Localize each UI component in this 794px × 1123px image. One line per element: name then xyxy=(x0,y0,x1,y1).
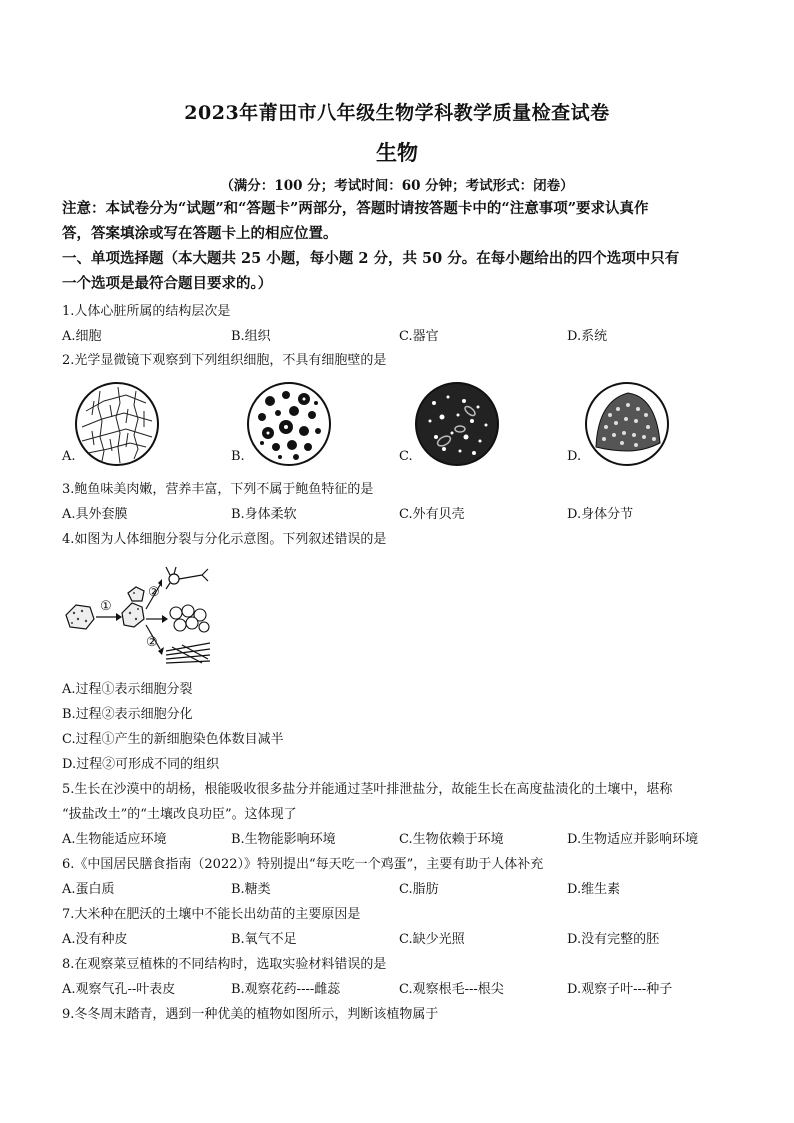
q7-option-c: C.缺少光照 xyxy=(399,932,465,947)
process-2-label-upper: ② xyxy=(148,585,160,600)
q6-option-d: D.维生素 xyxy=(567,882,621,897)
q8-option-b: B.观察花药----雌蕊 xyxy=(231,982,341,997)
question-4-stem: 4.如图为人体细胞分裂与分化示意图。下列叙述错误的是 xyxy=(62,532,387,547)
process-2-label-lower: ② xyxy=(146,635,158,650)
cell-diagram-drawing xyxy=(62,563,212,668)
q1-option-c: C.器官 xyxy=(399,329,439,344)
question-7-stem: 7.大米种在肥沃的土壤中不能长出幼苗的主要原因是 xyxy=(62,907,361,922)
q3-option-b: B.身体柔软 xyxy=(231,507,297,522)
section-heading-line-2: 一个选项是最符合题目要求的。） xyxy=(62,275,273,292)
question-2-stem: 2.光学显微镜下观察到下列组织细胞，不具有细胞壁的是 xyxy=(62,353,387,368)
q5-option-b: B.生物能影响环境 xyxy=(231,832,336,847)
question-8-stem: 8.在观察菜豆植株的不同结构时，选取实验材料错误的是 xyxy=(62,957,387,972)
process-1-label: ① xyxy=(100,599,112,614)
question-6-stem: 6.《中国居民膳食指南（2022）》特别提出“每天吃一个鸡蛋”，主要有助于人体补充 xyxy=(62,857,544,872)
question-5-stem-line-2: “拔盐改土”的“土壤改良功臣”。这体现了 xyxy=(62,807,297,822)
q1-option-d: D.系统 xyxy=(567,329,608,344)
tissue-d-micrograph-image xyxy=(584,381,670,467)
q3-option-d: D.身体分节 xyxy=(567,507,634,522)
q4-option-a: A.过程①表示细胞分裂 xyxy=(62,682,193,697)
q5-option-d: D.生物适应并影响环境 xyxy=(567,832,699,847)
q5-option-a: A.生物能适应环境 xyxy=(62,832,167,847)
q8-option-a: A.观察气孔--叶表皮 xyxy=(62,982,176,997)
section-heading-line-1: 一、单项选择题（本大题共 25 小题，每小题 2 分，共 50 分。在每小题给出的四个选项中只有 xyxy=(62,250,680,267)
cell-division-differentiation-diagram xyxy=(62,563,212,668)
question-1-stem: 1.人体心脏所属的结构层次是 xyxy=(62,304,231,319)
question-3-stem: 3.鲍鱼味美肉嫩，营养丰富，下列不属于鲍鱼特征的是 xyxy=(62,482,374,497)
q2-option-c: C. xyxy=(399,449,413,464)
notice-line-1: 注意：本试卷分为“试题”和“答题卡”两部分，答题时请按答题卡中的“注意事项”要求认真作 xyxy=(62,200,649,217)
q3-option-c: C.外有贝壳 xyxy=(399,507,465,522)
q4-option-b: B.过程②表示细胞分化 xyxy=(62,707,193,722)
notice-line-2: 答，答案填涂或写在答题卡上的相应位置。 xyxy=(62,225,338,242)
exam-subject: 生物 xyxy=(376,140,418,165)
tissue-c-micrograph-image xyxy=(414,381,500,467)
q7-option-a: A.没有种皮 xyxy=(62,932,128,947)
q3-option-a: A.具外套膜 xyxy=(62,507,128,522)
q6-option-b: B.糖类 xyxy=(231,882,271,897)
q8-option-d: D.观察子叶---种子 xyxy=(567,982,673,997)
blood-cell-micrograph-image xyxy=(246,381,332,467)
q2-option-d: D. xyxy=(567,449,582,464)
exam-meta: （满分：100 分；考试时间：60 分钟；考试形式：闭卷） xyxy=(220,178,574,194)
q7-option-d: D.没有完整的胚 xyxy=(567,932,660,947)
q2-option-b: B. xyxy=(231,449,245,464)
q7-option-b: B.氧气不足 xyxy=(231,932,297,947)
question-9-stem: 9.冬冬周末踏青，遇到一种优美的植物如图所示，判断该植物属于 xyxy=(62,1007,439,1022)
q6-option-a: A.蛋白质 xyxy=(62,882,115,897)
q1-option-a: A.细胞 xyxy=(62,329,102,344)
q4-option-d: D.过程②可形成不同的组织 xyxy=(62,757,220,772)
q6-option-c: C.脂肪 xyxy=(399,882,439,897)
q2-option-a: A. xyxy=(62,449,76,464)
q1-option-b: B.组织 xyxy=(231,329,271,344)
plant-cell-micrograph-image xyxy=(74,381,160,467)
q5-option-c: C.生物依赖于环境 xyxy=(399,832,504,847)
q4-option-c: C.过程①产生的新细胞染色体数目减半 xyxy=(62,732,284,747)
q8-option-c: C.观察根毛---根尖 xyxy=(399,982,504,997)
question-5-stem-line-1: 5.生长在沙漠中的胡杨，根能吸收很多盐分并能通过茎叶排泄盐分，故能生长在高度盐渍化的土壤中，堪称 xyxy=(62,782,673,797)
exam-title: 2023年莆田市八年级生物学科教学质量检查试卷 xyxy=(184,102,610,124)
